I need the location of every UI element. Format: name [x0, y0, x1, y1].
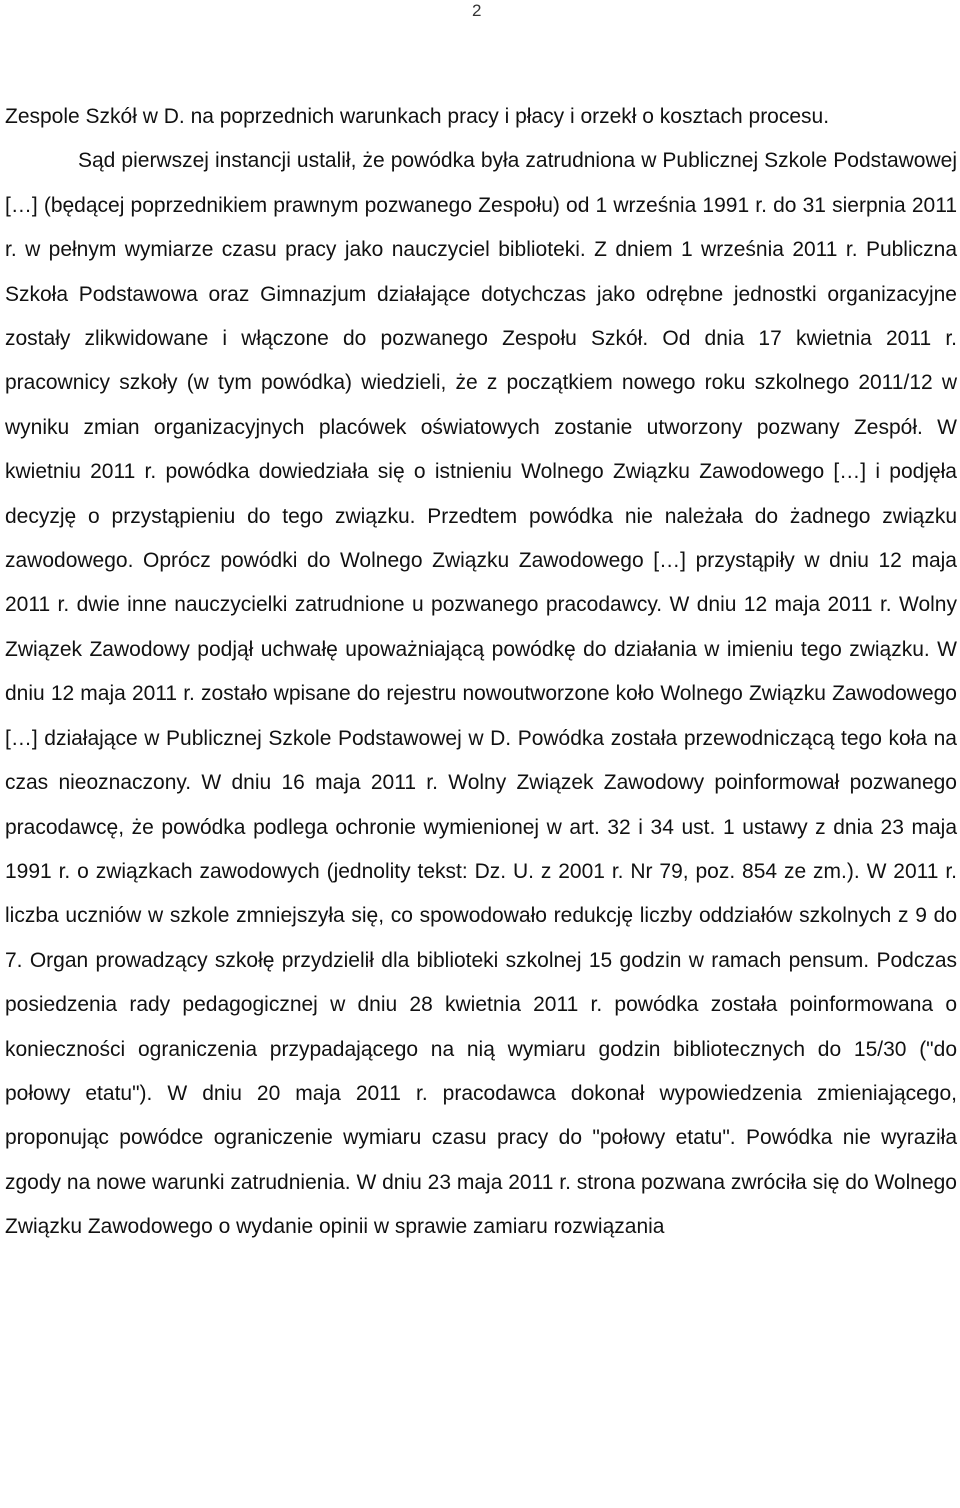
- page-number: 2: [472, 1, 482, 20]
- paragraph-continuation: Zespole Szkół w D. na poprzednich warunkach pracy i płacy i orzekł o kosztach procesu.: [5, 105, 830, 128]
- document-body: [5, 95, 957, 1250]
- paragraph-facts: Sąd pierwszej instancji ustalił, że powódka była zatrudniona w Publicznej Szkole Podstawowej […] (będącej poprzednikiem prawnym pozwanego Zespołu) od 1 września 1991 r. do 31 sierpnia 2011 r. w pełnym wymiarze czasu pracy jako nauczyciel biblioteki. Z dniem 1 września 2011 r. Publiczna Szkoła Podstawowa oraz Gimnazjum działające dotychczas jako odrębne jednostki organizacyjne zostały zlikwidowane i włączone do pozwanego Zespołu Szkół. Od dnia 17 kwietnia 2011 r. pracownicy szkoły (w tym powódka) wiedzieli, że z początkiem nowego roku szkolnego 2011/12 w wyniku zmian organizacyjnych placówek oświatowych zostanie utworzony pozwany Zespół. W kwietniu 2011 r. powódka dowiedziała się o istnieniu Wolnego Związku Zawodowego […] i podjęła decyzję o przystąpieniu do tego związku. Przedtem powódka nie należała do żadnego związku zawodowego. Oprócz powódki do Wolnego Związku Zawodowego […] przystąpiły w dniu 12 maja 2011 r. dwie inne nauczycielki zatrudnione u pozwanego pracodawcy. W dniu 12 maja 2011 r. Wolny Związek Zawodowy podjął uchwałę upoważniającą powódkę do działania w imieniu tego związku. W dniu 12 maja 2011 r. zostało wpisane do rejestru nowoutworzone koło Wolnego Związku Zawodowego […] działające w Publicznej Szkole Podstawowej w D. Powódka została przewodniczącą tego koła na czas nieoznaczony. W dniu 16 maja 2011 r. Wolny Związek Zawodowy poinformował pozwanego pracodawcę, że powódka podlega ochronie wymienionej w art. 32 i 34 ust. 1 ustawy z dnia 23 maja 1991 r. o związkach zawodowych (jednolity tekst: Dz. U. z 2001 r. Nr 79, poz. 854 ze zm.). W 2011 r. liczba uczniów w szkole zmniejszyła się, co spowodowało redukcję liczby oddziałów szkolnych z 9 do 7. Organ prowadzący szkołę przydzielił dla biblioteki szkolnej 15 godzin w ramach pensum. Podczas posiedzenia rady pedagogicznej w dniu 28 kwietnia 2011 r. powódka została poinformowana o konieczności ograniczenia przypadającego na nią wymiaru godzin bibliotecznych do 15/30 ("do połowy etatu"). W dniu 20 maja 2011 r. pracodawca dokonał wypowiedzenia zmieniającego, proponując powódce ograniczenie wymiaru czasu pracy do "połowy etatu". Powódka nie wyraziła zgody na nowe warunki zatrudnienia. W dniu 23 maja 2011 r. strona pozwana zwróciła się do Wolnego Związku Zawodowego o wydanie opinii w sprawie zamiaru rozwiązania: [5, 149, 957, 1239]
